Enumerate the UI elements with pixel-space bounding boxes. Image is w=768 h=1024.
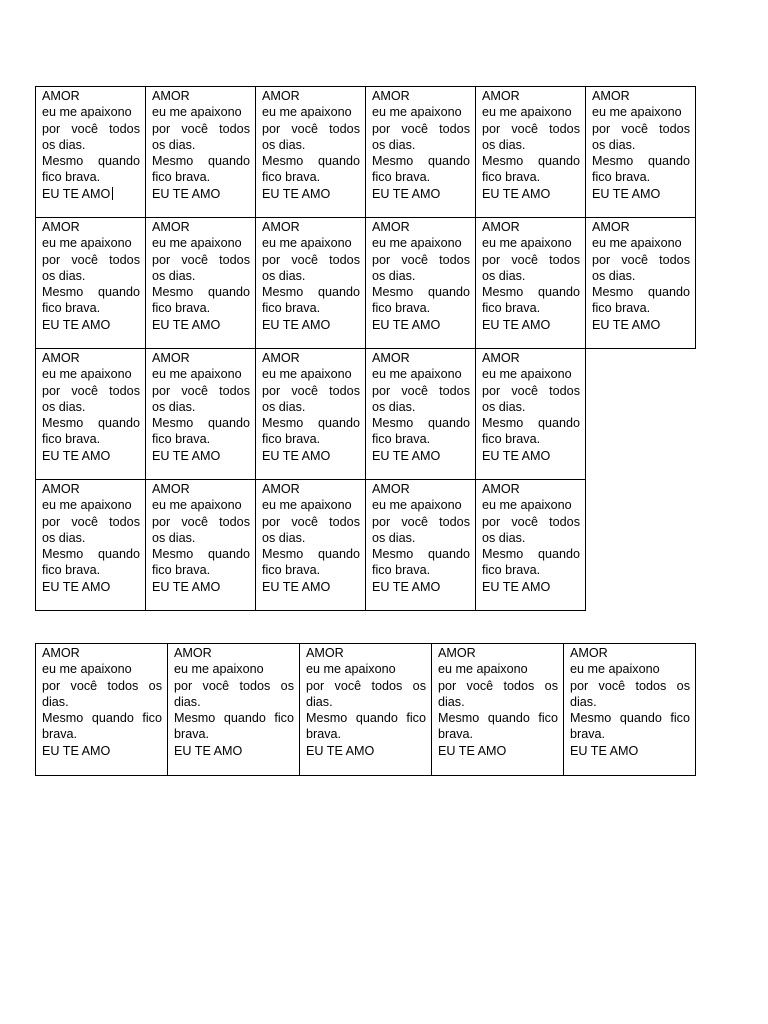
note-line: eu me apaixono: [42, 236, 132, 251]
note-closing: EU TE AMO: [372, 579, 441, 594]
note-cell[interactable]: [256, 480, 366, 611]
note-title: AMOR: [42, 646, 80, 660]
note-line: por você todos: [262, 383, 360, 398]
note-line: fico brava.: [482, 563, 541, 578]
note-line: fico brava.: [482, 170, 541, 185]
note-line: dias.: [174, 694, 201, 709]
note-line: eu me apaixono: [42, 498, 132, 513]
note-line: fico brava.: [372, 170, 431, 185]
note-line: fico brava.: [262, 432, 321, 447]
note-line: os dias.: [482, 399, 526, 414]
note-cell[interactable]: [36, 349, 146, 480]
note-line: Mesmo quando: [42, 285, 140, 300]
note-closing: EU TE AMO: [592, 317, 661, 332]
note-line: os dias.: [262, 530, 306, 545]
note-line: por você todos: [482, 121, 580, 136]
note-title: AMOR: [152, 220, 190, 234]
note-line: fico brava.: [262, 301, 321, 316]
note-closing: EU TE AMO: [152, 579, 221, 594]
note-line: eu me apaixono: [372, 367, 462, 382]
note-closing: EU TE AMO: [570, 743, 639, 758]
note-line: por você todos: [152, 121, 250, 136]
table-row: [36, 644, 696, 776]
note-line: os dias.: [262, 399, 306, 414]
note-title: AMOR: [152, 482, 190, 496]
note-closing: EU TE AMO: [262, 579, 331, 594]
note-line: por você todos: [372, 514, 470, 529]
note-line: Mesmo quando: [262, 547, 360, 562]
note-title: AMOR: [42, 482, 80, 496]
note-cell[interactable]: [168, 644, 300, 776]
note-line: brava.: [438, 727, 474, 742]
note-cell[interactable]: [146, 480, 256, 611]
note-line: fico brava.: [42, 170, 101, 185]
note-line: dias.: [570, 694, 597, 709]
note-line: Mesmo quando: [482, 285, 580, 300]
note-line: por você todos: [42, 383, 140, 398]
note-cell[interactable]: [564, 644, 696, 776]
note-line: por você todos os: [306, 678, 426, 693]
empty-cell: [586, 349, 696, 480]
note-line: Mesmo quando: [262, 154, 360, 169]
note-line: os dias.: [152, 137, 196, 152]
note-line: Mesmo quando: [152, 547, 250, 562]
note-line: Mesmo quando: [482, 547, 580, 562]
note-line: fico brava.: [152, 301, 211, 316]
note-line: Mesmo quando: [42, 154, 140, 169]
note-cell[interactable]: [432, 644, 564, 776]
note-line: eu me apaixono: [306, 662, 396, 677]
table-row: [36, 218, 696, 349]
note-line: eu me apaixono: [482, 105, 572, 120]
note-line: brava.: [570, 727, 606, 742]
note-line: Mesmo quando: [262, 416, 360, 431]
note-line: os dias.: [152, 399, 196, 414]
note-line: por você todos: [592, 121, 690, 136]
note-line: por você todos: [42, 121, 140, 136]
note-title: AMOR: [482, 220, 520, 234]
note-line: fico brava.: [372, 432, 431, 447]
note-line: Mesmo quando: [152, 416, 250, 431]
note-line: eu me apaixono: [372, 236, 462, 251]
note-line: os dias.: [592, 268, 636, 283]
note-closing: EU TE AMO: [174, 743, 243, 758]
note-title: AMOR: [42, 220, 80, 234]
note-cell[interactable]: [146, 218, 256, 349]
notes-table-narrow: [35, 86, 696, 611]
note-cell[interactable]: [366, 480, 476, 611]
note-line: por você todos: [262, 121, 360, 136]
note-closing: EU TE AMO: [262, 317, 331, 332]
note-cell[interactable]: [586, 218, 696, 349]
note-line: fico brava.: [152, 563, 211, 578]
note-closing: EU TE AMO: [262, 448, 331, 463]
note-line: os dias.: [372, 137, 416, 152]
note-line: eu me apaixono: [174, 662, 264, 677]
note-closing: EU TE AMO: [482, 579, 551, 594]
note-title: AMOR: [592, 220, 630, 234]
note-closing: EU TE AMO: [152, 317, 221, 332]
note-closing: EU TE AMO: [42, 448, 111, 463]
note-title: AMOR: [152, 89, 190, 103]
note-cell[interactable]: [366, 218, 476, 349]
note-closing: EU TE AMO: [482, 317, 551, 332]
note-line: Mesmo quando: [42, 547, 140, 562]
note-line: dias.: [306, 694, 333, 709]
note-closing: EU TE AMO: [306, 743, 375, 758]
note-cell[interactable]: [36, 644, 168, 776]
note-line: os dias.: [262, 268, 306, 283]
note-cell[interactable]: [36, 218, 146, 349]
note-title: AMOR: [482, 351, 520, 365]
note-line: Mesmo quando: [372, 285, 470, 300]
note-line: eu me apaixono: [372, 498, 462, 513]
note-title: AMOR: [174, 646, 212, 660]
note-cell[interactable]: [300, 644, 432, 776]
note-line: eu me apaixono: [438, 662, 528, 677]
note-line: eu me apaixono: [482, 498, 572, 513]
note-line: fico brava.: [152, 432, 211, 447]
notes-table-wide: [35, 643, 696, 776]
note-title: AMOR: [42, 89, 80, 103]
note-line: por você todos: [42, 252, 140, 267]
note-cell[interactable]: [476, 218, 586, 349]
note-line: Mesmo quando: [152, 154, 250, 169]
note-line: Mesmo quando: [482, 154, 580, 169]
note-line: eu me apaixono: [152, 498, 242, 513]
note-line: eu me apaixono: [262, 498, 352, 513]
note-line: fico brava.: [482, 301, 541, 316]
note-line: Mesmo quando: [372, 416, 470, 431]
note-line: fico brava.: [592, 301, 651, 316]
note-title: AMOR: [262, 482, 300, 496]
note-line: os dias.: [592, 137, 636, 152]
note-title: AMOR: [372, 351, 410, 365]
note-line: Mesmo quando: [592, 285, 690, 300]
note-closing: EU TE AMO: [42, 186, 111, 201]
note-cell[interactable]: [256, 87, 366, 218]
note-line: brava.: [42, 727, 78, 742]
note-line: por você todos: [482, 252, 580, 267]
note-line: fico brava.: [42, 301, 101, 316]
note-line: os dias.: [152, 268, 196, 283]
note-line: eu me apaixono: [42, 105, 132, 120]
note-line: por você todos: [152, 514, 250, 529]
note-line: os dias.: [42, 530, 86, 545]
note-line: eu me apaixono: [152, 236, 242, 251]
note-title: AMOR: [262, 89, 300, 103]
note-line: por você todos os: [174, 678, 294, 693]
note-line: eu me apaixono: [262, 105, 352, 120]
note-closing: EU TE AMO: [438, 743, 507, 758]
note-line: eu me apaixono: [262, 236, 352, 251]
note-line: os dias.: [42, 137, 86, 152]
note-line: fico brava.: [592, 170, 651, 185]
note-title: AMOR: [42, 351, 80, 365]
note-closing: EU TE AMO: [262, 186, 331, 201]
empty-cell: [586, 480, 696, 611]
note-line: fico brava.: [372, 301, 431, 316]
note-line: os dias.: [372, 268, 416, 283]
note-line: eu me apaixono: [482, 236, 572, 251]
note-closing: EU TE AMO: [42, 579, 111, 594]
note-line: por você todos: [42, 514, 140, 529]
note-title: AMOR: [262, 220, 300, 234]
note-line: os dias.: [482, 137, 526, 152]
note-line: os dias.: [262, 137, 306, 152]
note-title: AMOR: [482, 89, 520, 103]
note-line: os dias.: [42, 268, 86, 283]
note-title: AMOR: [438, 646, 476, 660]
note-closing: EU TE AMO: [592, 186, 661, 201]
note-cell[interactable]: [256, 349, 366, 480]
note-line: fico brava.: [482, 432, 541, 447]
note-line: os dias.: [482, 530, 526, 545]
note-line: dias.: [438, 694, 465, 709]
table-row: [36, 87, 696, 218]
note-line: Mesmo quando: [262, 285, 360, 300]
note-line: brava.: [174, 727, 210, 742]
note-line: por você todos: [262, 252, 360, 267]
note-line: por você todos: [482, 383, 580, 398]
note-line: Mesmo quando fico: [570, 711, 690, 726]
note-cell[interactable]: [476, 480, 586, 611]
note-line: fico brava.: [372, 563, 431, 578]
note-line: Mesmo quando: [372, 154, 470, 169]
note-line: por você todos os: [42, 678, 162, 693]
note-closing: EU TE AMO: [482, 186, 551, 201]
note-line: Mesmo quando: [372, 547, 470, 562]
note-line: Mesmo quando fico: [174, 711, 294, 726]
note-title: AMOR: [152, 351, 190, 365]
note-closing: EU TE AMO: [372, 317, 441, 332]
note-line: por você todos: [592, 252, 690, 267]
note-line: os dias.: [372, 399, 416, 414]
note-title: AMOR: [570, 646, 608, 660]
note-cell[interactable]: [586, 87, 696, 218]
note-cell[interactable]: [146, 87, 256, 218]
note-cell[interactable]: [476, 87, 586, 218]
note-line: por você todos: [372, 383, 470, 398]
note-line: eu me apaixono: [42, 662, 132, 677]
note-line: eu me apaixono: [482, 367, 572, 382]
note-line: por você todos os: [570, 678, 690, 693]
note-line: fico brava.: [42, 563, 101, 578]
note-cell[interactable]: [36, 480, 146, 611]
note-title: AMOR: [262, 351, 300, 365]
note-closing: EU TE AMO: [42, 743, 111, 758]
note-line: eu me apaixono: [570, 662, 660, 677]
note-title: AMOR: [306, 646, 344, 660]
note-line: fico brava.: [152, 170, 211, 185]
note-closing: EU TE AMO: [482, 448, 551, 463]
note-line: Mesmo quando: [152, 285, 250, 300]
note-line: Mesmo quando fico: [42, 711, 162, 726]
note-line: Mesmo quando: [42, 416, 140, 431]
note-cell[interactable]: [366, 87, 476, 218]
note-line: os dias.: [482, 268, 526, 283]
note-line: Mesmo quando fico: [438, 711, 558, 726]
note-line: por você todos: [372, 252, 470, 267]
note-closing: EU TE AMO: [152, 186, 221, 201]
note-title: AMOR: [592, 89, 630, 103]
note-cell[interactable]: [256, 218, 366, 349]
note-title: AMOR: [482, 482, 520, 496]
note-line: por você todos: [482, 514, 580, 529]
note-line: eu me apaixono: [262, 367, 352, 382]
note-line: fico brava.: [262, 563, 321, 578]
note-closing: EU TE AMO: [372, 186, 441, 201]
note-closing: EU TE AMO: [372, 448, 441, 463]
note-closing: EU TE AMO: [152, 448, 221, 463]
text-cursor: [112, 187, 113, 200]
note-line: brava.: [306, 727, 342, 742]
note-line: Mesmo quando: [592, 154, 690, 169]
note-line: eu me apaixono: [372, 105, 462, 120]
note-line: eu me apaixono: [592, 236, 682, 251]
note-line: por você todos: [152, 383, 250, 398]
note-line: eu me apaixono: [152, 105, 242, 120]
note-line: Mesmo quando: [482, 416, 580, 431]
note-cell[interactable]: [476, 349, 586, 480]
note-line: por você todos os: [438, 678, 558, 693]
note-title: AMOR: [372, 89, 410, 103]
table-row: [36, 480, 696, 611]
note-line: dias.: [42, 694, 69, 709]
note-closing: EU TE AMO: [42, 317, 111, 332]
note-line: por você todos: [372, 121, 470, 136]
note-line: eu me apaixono: [152, 367, 242, 382]
note-title: AMOR: [372, 482, 410, 496]
note-cell[interactable]: [366, 349, 476, 480]
note-cell[interactable]: [36, 87, 146, 218]
note-line: os dias.: [42, 399, 86, 414]
note-line: fico brava.: [262, 170, 321, 185]
note-line: os dias.: [372, 530, 416, 545]
note-line: por você todos: [152, 252, 250, 267]
note-line: Mesmo quando fico: [306, 711, 426, 726]
table-row: [36, 349, 696, 480]
note-cell[interactable]: [146, 349, 256, 480]
note-title: AMOR: [372, 220, 410, 234]
note-line: fico brava.: [42, 432, 101, 447]
note-line: eu me apaixono: [592, 105, 682, 120]
note-line: eu me apaixono: [42, 367, 132, 382]
note-line: por você todos: [262, 514, 360, 529]
note-line: os dias.: [152, 530, 196, 545]
